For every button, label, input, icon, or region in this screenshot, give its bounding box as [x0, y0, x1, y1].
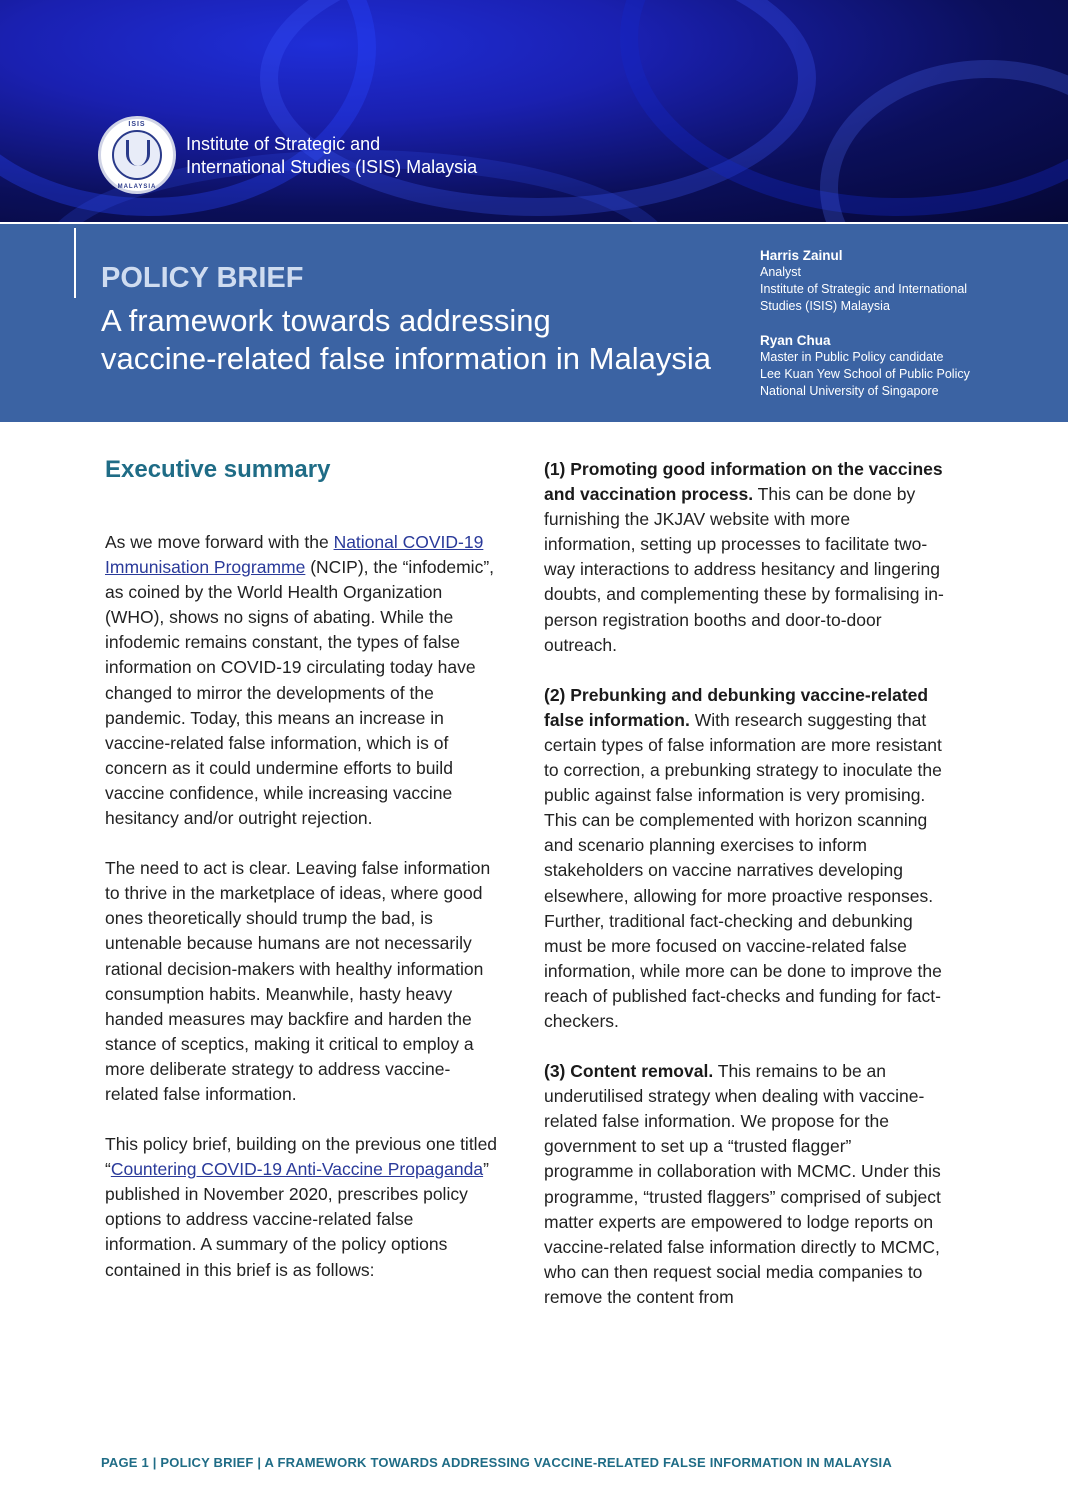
policy-option-item — [544, 683, 944, 1034]
ncip-link[interactable]: National COVID-19 Immunisation Programme — [105, 532, 484, 578]
author-block — [760, 332, 1020, 400]
footer-separator: | — [253, 1455, 265, 1470]
policy-option-text: This can be done by furnishing the JKJAV website with more information, setting up processes to facilitate two-way interactions to address hesitancy and lingering doubts, and complementing these by formalising in-person registration booths and door-to-door outreach. — [544, 484, 944, 655]
logo-emblem-icon — [112, 130, 162, 180]
policy-brief-label: POLICY BRIEF — [101, 262, 304, 294]
page-number: PAGE 1 — [101, 1455, 149, 1470]
paragraph-text: (NCIP), the “infodemic”, as coined by the World Health Organization (WHO), shows no signs of abating. While the infodemic remains constant, the types of false information on COVID-19 circulating today have changed to mirror the developments of the pandemic. Today, this means an increase in vaccine-related false information, which is of concern as it could undermine efforts to build vaccine confidence, while increasing vaccine hesitancy and/or outright rejection. — [105, 557, 495, 829]
footer-title: A FRAMEWORK TOWARDS ADDRESSING VACCINE-RELATED FALSE INFORMATION IN MALAYSIA — [264, 1455, 892, 1470]
logo-bottom-text: MALAYSIA — [117, 184, 157, 190]
policy-option-item — [544, 457, 944, 658]
isis-logo — [98, 116, 176, 194]
author-block — [760, 247, 1020, 315]
author-affiliation: Institute of Strategic and International — [760, 282, 968, 296]
left-column — [105, 456, 500, 1308]
executive-summary-heading: Executive summary — [105, 456, 331, 483]
author-list — [760, 247, 1020, 417]
logo-top-text: ISIS — [128, 121, 146, 128]
policy-option-heading: (1) Promoting good information on the vaccines and vaccination process. — [544, 459, 943, 505]
author-affiliation: Lee Kuan Yew School of Public Policy — [760, 367, 970, 381]
page-footer — [101, 1455, 892, 1470]
policy-option-text: With research suggesting that certain types of false information are more resistant to correction, a prebunking strategy to inoculate the public against false information is very promising. This can be complemented with horizon scanning and scenario planning exercises to inform stakeholders on vaccine narratives developing elsewhere, allowing for more proactive responses. Further, traditional fact-checking and debunking must be more focused on vaccine-related false information, while more can be done to improve the reach of published fact-checks and funding for fact-checkers. — [544, 709, 942, 1031]
summary-paragraph — [105, 530, 500, 831]
paragraph-text: This policy brief, building on the previous one titled “ — [105, 1134, 498, 1180]
policy-option-heading: (2) Prebunking and debunking vaccine-related false information. — [544, 684, 929, 730]
author-affiliation: Studies (ISIS) Malaysia — [760, 299, 890, 313]
footer-section: POLICY BRIEF — [160, 1455, 254, 1470]
anti-vaccine-propaganda-link[interactable]: Countering COVID-19 Anti-Vaccine Propaganda — [110, 1159, 484, 1180]
title-divider — [74, 228, 76, 298]
footer-separator: | — [148, 1455, 161, 1470]
institute-line-2: International Studies (ISIS) Malaysia — [186, 157, 478, 177]
summary-paragraph — [105, 1132, 500, 1283]
author-name: Harris Zainul — [760, 248, 843, 263]
author-affiliation: National University of Singapore — [760, 384, 939, 398]
author-role: Analyst — [760, 265, 801, 279]
author-name: Ryan Chua — [760, 333, 831, 348]
policy-option-item — [544, 1059, 944, 1310]
right-column — [544, 457, 944, 1335]
document-title — [101, 302, 741, 378]
document-title-line-1: A framework towards addressing — [101, 303, 551, 338]
summary-paragraph: The need to act is clear. Leaving false information to thrive in the marketplace of ideas, where good ones theoretically should trump the bad, is untenable because humans are not necessarily rational decision-makers with healthy information consumption habits. Meanwhile, hasty heavy handed measures may backfire and harden the stance of sceptics, making it critical to employ a more deliberate strategy to address vaccine-related false information. — [105, 858, 491, 1104]
policy-option-heading: (3) Content removal. — [544, 1061, 714, 1082]
document-title-line-2: vaccine-related false information in Malaysia — [101, 341, 711, 376]
institute-name — [186, 133, 477, 179]
policy-option-text: This remains to be an underutilised strategy when dealing with vaccine-related false information. We propose for the government to set up a “trusted flagger” programme in collaboration with MCMC. Under this programme, “trusted flaggers” comprised of subject matter experts are empowered to lodge reports on vaccine-related false information directly to MCMC, who can then request social media companies to remove the content from — [544, 1061, 941, 1307]
paragraph-text: As we move forward with the — [105, 532, 334, 552]
header-banner — [0, 0, 1068, 222]
paragraph-text: ” published in November 2020, prescribes policy options to address vaccine-related false information. A summary of the policy options contained in this brief is as follows: — [105, 1159, 489, 1280]
author-role: Master in Public Policy candidate — [760, 350, 944, 364]
institute-line-1: Institute of Strategic and — [186, 134, 381, 154]
